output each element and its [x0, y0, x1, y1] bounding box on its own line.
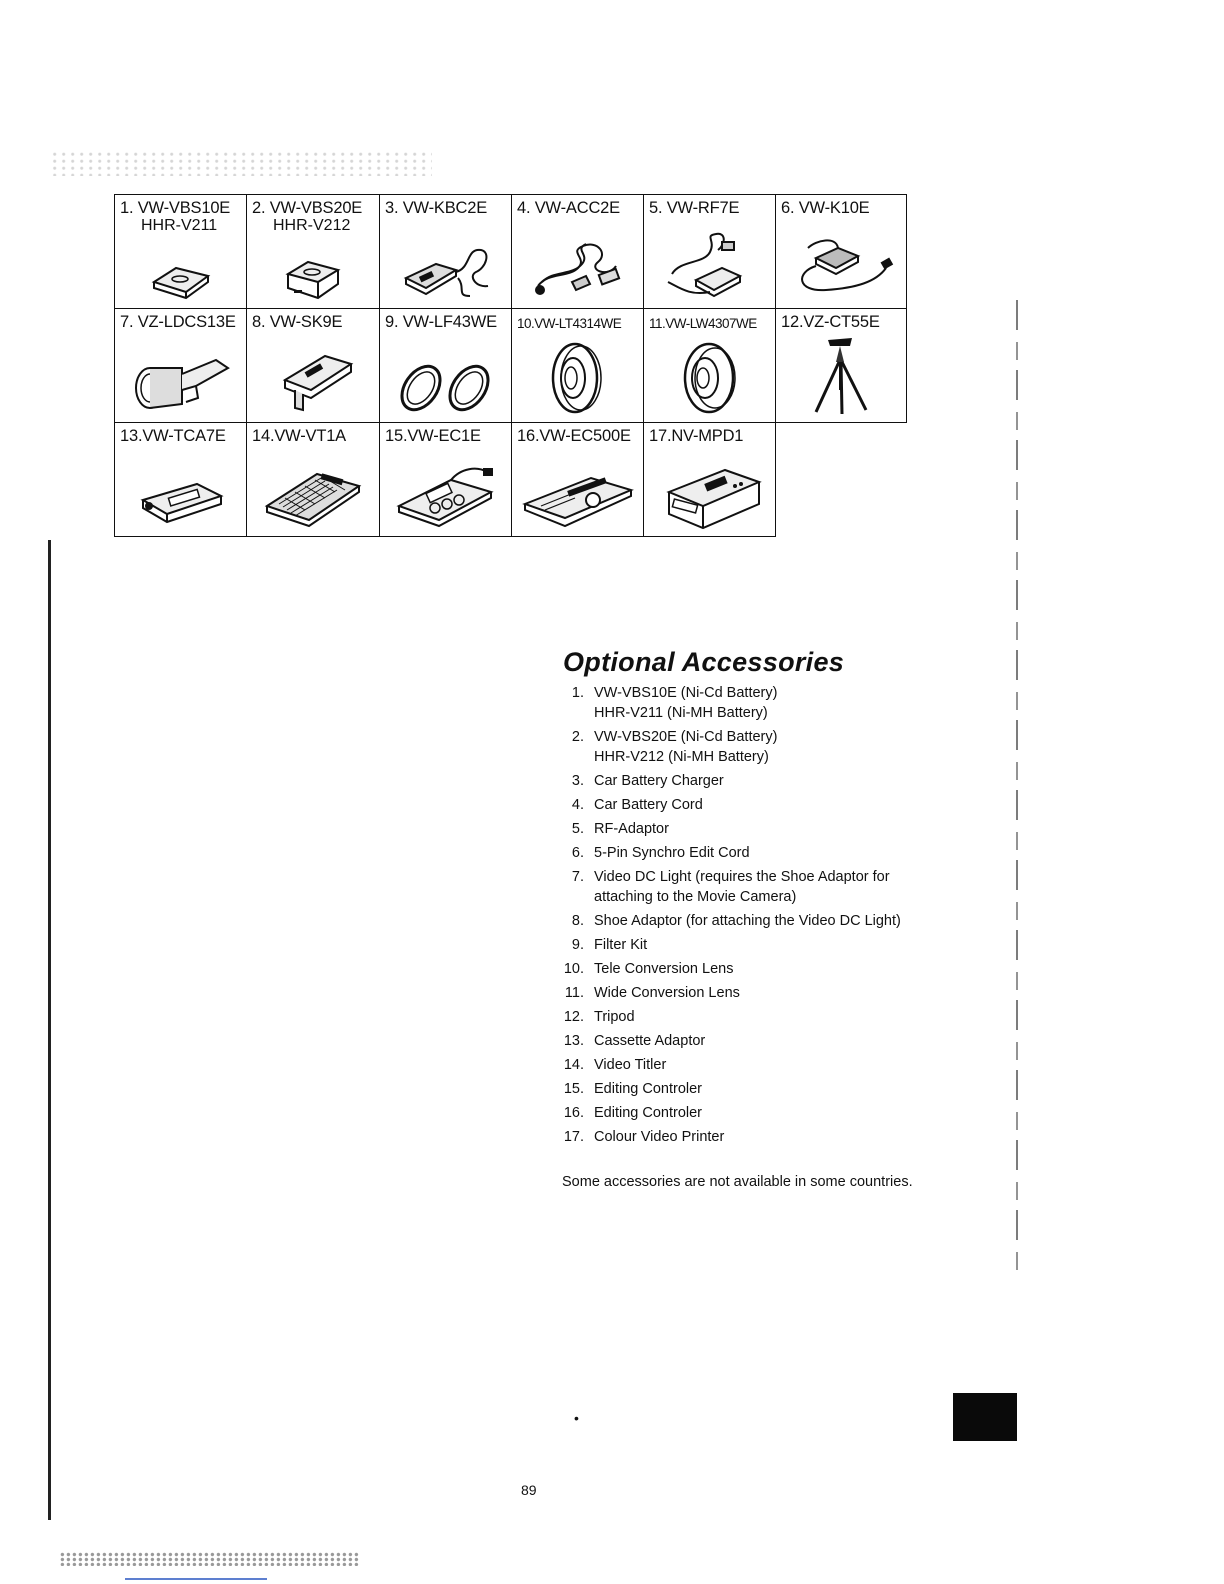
grid-cell-label: 10.VW-LT4314WE — [517, 316, 622, 331]
video-dc-light-icon — [126, 350, 236, 416]
battery-large-icon — [278, 254, 348, 302]
list-item — [560, 1007, 980, 1027]
list-item-text: Editing Controler — [594, 1081, 702, 1097]
grid-cell-label: 6. VW-K10E — [781, 199, 870, 217]
grid-cell-sublabel: HHR-V211 — [141, 217, 218, 234]
list-item-text: Tripod — [594, 1009, 635, 1025]
list-item-number: 3. — [571, 773, 584, 789]
wide-conversion-lens-icon — [675, 340, 745, 416]
grid-cell-label: 11.VW-LW4307WE — [649, 316, 757, 331]
synchro-edit-cord-icon — [786, 232, 896, 302]
grid-cell-7 — [115, 309, 247, 423]
grid-cell-8 — [247, 309, 380, 423]
list-item-text: Car Battery Cord — [594, 797, 703, 813]
battery-icon — [146, 258, 216, 302]
list-item-text: Tele Conversion Lens — [594, 961, 734, 977]
list-item — [560, 1103, 980, 1123]
list-item-text: Colour Video Printer — [594, 1129, 725, 1145]
grid-cell-label: 14.VW-VT1A — [252, 427, 346, 445]
accessory-list — [560, 683, 980, 1151]
list-item-number: 9. — [571, 937, 584, 953]
list-item-text: HHR-V211 (Ni-MH Battery) — [594, 705, 768, 721]
list-item — [560, 1079, 980, 1099]
list-item — [560, 843, 980, 863]
list-item — [560, 683, 980, 723]
list-item-number: 2. — [571, 729, 584, 745]
grid-cell-10 — [512, 309, 644, 423]
grid-cell-label: 1. VW-VBS10E — [120, 199, 231, 217]
list-item — [560, 1127, 980, 1147]
car-battery-cord-icon — [528, 232, 628, 302]
car-battery-charger-icon — [396, 238, 496, 302]
grid-cell-label: 16.VW-EC500E — [517, 427, 631, 445]
list-item-text: VW-VBS10E (Ni-Cd Battery) — [594, 685, 778, 701]
grid-cell-label: 8. VW-SK9E — [252, 313, 343, 331]
list-item-number: 7. — [571, 869, 584, 885]
list-item — [560, 1031, 980, 1051]
list-item — [560, 727, 980, 767]
list-item-text: Video Titler — [594, 1057, 667, 1073]
accessory-grid — [114, 194, 907, 537]
list-item-number: 11. — [564, 985, 584, 1001]
filter-kit-icon — [391, 356, 501, 416]
grid-cell-label: 4. VW-ACC2E — [517, 199, 620, 217]
list-item-text: RF-Adaptor — [594, 821, 669, 837]
list-item-text: Wide Conversion Lens — [594, 985, 740, 1001]
section-index-tab — [953, 1393, 1017, 1441]
list-item-number: 10. — [563, 961, 584, 977]
list-item-number: 15. — [563, 1081, 584, 1097]
list-item — [560, 935, 980, 955]
grid-cell-3 — [380, 195, 512, 309]
grid-cell-label: 17.NV-MPD1 — [649, 427, 744, 445]
grid-cell-11 — [644, 309, 776, 423]
grid-cell-label: 15.VW-EC1E — [385, 427, 481, 445]
list-item-number: 17. — [563, 1129, 584, 1145]
grid-cell-label: 13.VW-TCA7E — [120, 427, 226, 445]
tele-conversion-lens-icon — [543, 340, 613, 416]
cassette-adaptor-icon — [133, 474, 229, 530]
rf-adaptor-icon — [660, 230, 760, 302]
grid-cell-sublabel: HHR-V212 — [273, 217, 351, 234]
list-item — [560, 795, 980, 815]
list-item — [560, 819, 980, 839]
list-item-text: Shoe Adaptor (for attaching the Video DC Light) — [594, 913, 901, 929]
list-item-text: Editing Controler — [594, 1105, 702, 1121]
editing-controler-large-icon — [521, 470, 635, 530]
grid-cell-label: 7. VZ-LDCS13E — [120, 313, 236, 331]
grid-cell-15 — [380, 423, 512, 537]
grid-cell-12 — [776, 309, 907, 423]
scan-edge-right — [1016, 300, 1018, 1280]
grid-cell-9 — [380, 309, 512, 423]
grid-cell-label: 2. VW-VBS20E — [252, 199, 363, 217]
list-item-text: Video DC Light (requires the Shoe Adaptor for — [594, 869, 890, 885]
scan-noise-bottom — [60, 1552, 360, 1566]
list-item-text: 5-Pin Synchro Edit Cord — [594, 845, 750, 861]
grid-cell-5 — [644, 195, 776, 309]
list-item — [560, 959, 980, 979]
list-item — [560, 771, 980, 791]
grid-cell-label: 9. VW-LF43WE — [385, 313, 497, 331]
list-item — [560, 911, 980, 931]
section-title: Optional Accessories — [563, 647, 845, 677]
grid-cell-1 — [115, 195, 247, 309]
list-item — [560, 983, 980, 1003]
list-item-text: HHR-V212 (Ni-MH Battery) — [594, 749, 769, 765]
page-number: 89 — [521, 1482, 537, 1498]
grid-cell-label: 5. VW-RF7E — [649, 199, 740, 217]
list-item-text: VW-VBS20E (Ni-Cd Battery) — [594, 729, 778, 745]
list-item-number: 16. — [563, 1105, 584, 1121]
list-item-number: 5. — [571, 821, 584, 837]
grid-cell-14 — [247, 423, 380, 537]
list-item-number: 8. — [571, 913, 584, 929]
list-item-number: 4. — [571, 797, 584, 813]
list-item-number: 6. — [571, 845, 584, 861]
grid-cell-17 — [644, 423, 776, 537]
grid-cell-6 — [776, 195, 907, 309]
grid-cell-label: 3. VW-KBC2E — [385, 199, 488, 217]
colour-video-printer-icon — [655, 462, 765, 530]
scan-edge-left — [48, 540, 51, 1520]
shoe-adaptor-icon — [265, 346, 361, 416]
grid-cell-13 — [115, 423, 247, 537]
grid-cell-16 — [512, 423, 644, 537]
list-item — [560, 1055, 980, 1075]
scan-line-bottom — [125, 1578, 267, 1580]
grid-cell-4 — [512, 195, 644, 309]
list-item-text: Cassette Adaptor — [594, 1033, 706, 1049]
grid-cell-2 — [247, 195, 380, 309]
list-item-text: Car Battery Charger — [594, 773, 724, 789]
availability-note: Some accessories are not available in some countries. — [562, 1174, 913, 1190]
scan-noise-top — [52, 150, 432, 176]
list-item-number: 12. — [563, 1009, 584, 1025]
grid-cell-label: 12.VZ-CT55E — [781, 313, 880, 331]
list-item — [560, 867, 980, 907]
list-item-text: Filter Kit — [594, 937, 648, 953]
video-titler-icon — [261, 466, 365, 530]
editing-controler-icon — [391, 462, 501, 530]
scan-dot: • — [574, 1410, 579, 1426]
list-item-number: 1. — [571, 685, 584, 701]
list-item-text: attaching to the Movie Camera) — [594, 889, 797, 905]
list-item-number: 13. — [563, 1033, 584, 1049]
list-item-number: 14. — [563, 1057, 584, 1073]
tripod-icon — [806, 334, 876, 416]
